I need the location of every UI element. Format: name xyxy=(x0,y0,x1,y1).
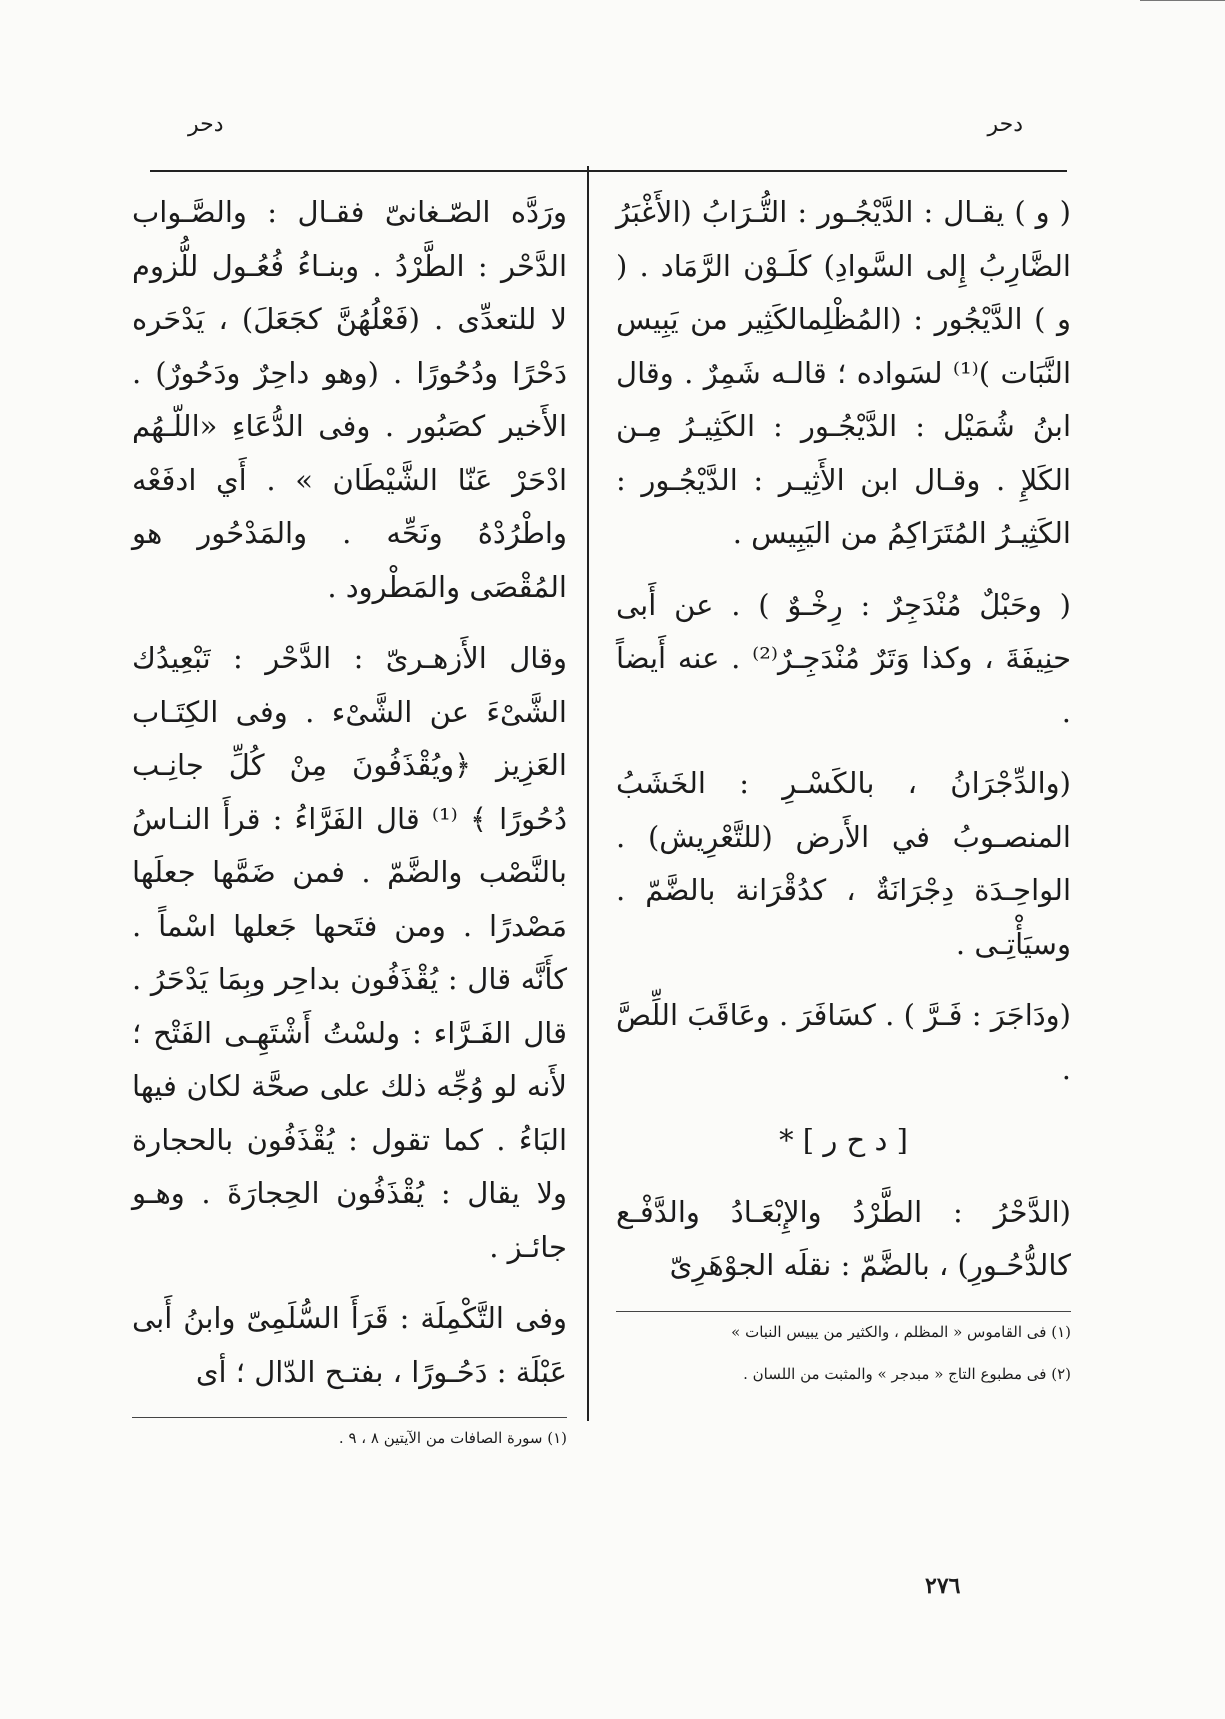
entry-paragraph: ( وحَبْلٌ مُنْدَجِرٌ : رِخْـوٌ ) . عن أَبى حنِيفَةَ ، وكذا وَتَرٌ مُنْدَجِـرٌ⁽²⁾ . عنه أَيضاً . xyxy=(616,587,1071,729)
entry-paragraph: (ودَاجَرَ : فَـرَّ ) . كسَافَرَ . وعَاقَبَ اللِّصَّ . xyxy=(616,998,1071,1086)
running-header-left: دحر xyxy=(188,112,224,137)
right-column xyxy=(616,186,1071,1404)
entry-paragraph: ورَدَّه الصّـغانىّ فقـال : والصَّـواب الدَّحْر : الطَّرْدُ . وبنـاءُ فُعُـول للُّزوم لا للتعدِّى . (فَعْلُهُنَّ كجَعَلَ) ، يَدْحَره دَحْرًا ودُحُورًا . (وهو داحِرٌ ودَحُورٌ) . الأَخير كصَبُور . وفى الدُّعَاءِ «اللّـهُم ادْحَرْ عَنّا الشَّيْطَان » . أَي ادفَعْه واطْرُدْهُ ونَحِّه . والمَدْحُور هو المُقْصَى والمَطْرود . xyxy=(132,195,567,604)
column-divider xyxy=(587,166,589,1421)
page-number: ٢٧٦ xyxy=(925,1573,961,1599)
header-rule xyxy=(150,170,1067,172)
entry-paragraph: (الدَّحْرُ : الطَّرْدُ والإِبْعَـادُ والدَّفْـع كالدُّحُـورِ) ، بالضَّمّ : نقلَه الجوْهَرِىّ xyxy=(616,1194,1071,1282)
left-column xyxy=(132,186,567,1468)
footnote-rule xyxy=(616,1311,1071,1312)
root-heading: [ د ح ر ] * xyxy=(779,1123,908,1157)
footnote-rule xyxy=(132,1417,567,1418)
running-header-right: دحر xyxy=(987,112,1023,137)
entry-paragraph: (والدِّجْرَانُ ، بالكَسْـرِ : الخَشَبُ المنصـوبُ في الأَرض (للتَّعْرِيش) . الواحِـدَة دِجْرَانَةٌ ، كدُقْرَانة بالضَّمّ . وسيَأْتِـى . xyxy=(616,766,1071,961)
footnote: (١) سورة الصافات من الآيتين ٨ ، ٩ . xyxy=(338,1429,567,1447)
entry-paragraph: ( و ) يقـال : الدَّيْجُـور : التُّـرَابُ (الأَغْبَرُ الضَّارِبُ إِلى السَّوادِ) كلَـوْن الرَّمَاد . ( و ) الدَّيْجُور : (المُظْلِمالكَثِير من يَبِيس النَّبَات )⁽¹⁾ لسَواده ؛ قالـه شَمِرٌ . وقال ابنُ شُمَيْل : الدَّيْجُـور : الكَثِيـرُ مِـن الكَلإِ . وقـال ابن الأَثِيـر : الدَّيْجُـور : الكَثِيـرُ المُتَرَاكِمُ من اليَبِيس . xyxy=(616,195,1072,550)
entry-paragraph: وقال الأَزهـرىّ : الدَّحْر : تَبْعِيدُك الشَّىْءَ عن الشَّىْء . وفى الكِتَـاب العَزِيز ﴿ويُقْذَفُونَ مِنْ كُلِّ جانِـب دُحُورًا ﴾ ⁽¹⁾ قال الفَرَّاءُ : قرأَ النـاسُ بالنَّصْب والضَّمّ . فمن ضَمَّها جعلَها مَصْدرًا . ومن فتَحها جَعلها اسْماً . كأَنَّه قال : يُقْذَفُون بداحِر وبِمَا يَدْحَرُ . قال الفَـرَّاء : ولسْتُ أَشْتَهِـى الفَتْح ؛ لأَنه لو وُجِّه ذلك على صحَّة لكان فيها البَاءُ . كما تقول : يُقْذَفُون بالحجارة ولا يقال : يُقْذَفُون الحِجارَةَ . وهـو جائـز . xyxy=(132,641,567,1264)
scan-artifact-line xyxy=(1140,0,1225,1)
footnote: (٢) فى مطبوع التاج « مبدجر » والمثبت من اللسان . xyxy=(743,1364,1071,1383)
entry-paragraph: وفى التَّكْمِلَة : قَرَأَ السُّلَمِىّ وابنُ أَبى عَبْلَة : دَحُـورًا ، بفتـح الدّال ؛ أى xyxy=(132,1301,567,1389)
footnote: (١) فى القاموس « المظلم ، والكثير من يبيس النبات » xyxy=(731,1322,1071,1341)
